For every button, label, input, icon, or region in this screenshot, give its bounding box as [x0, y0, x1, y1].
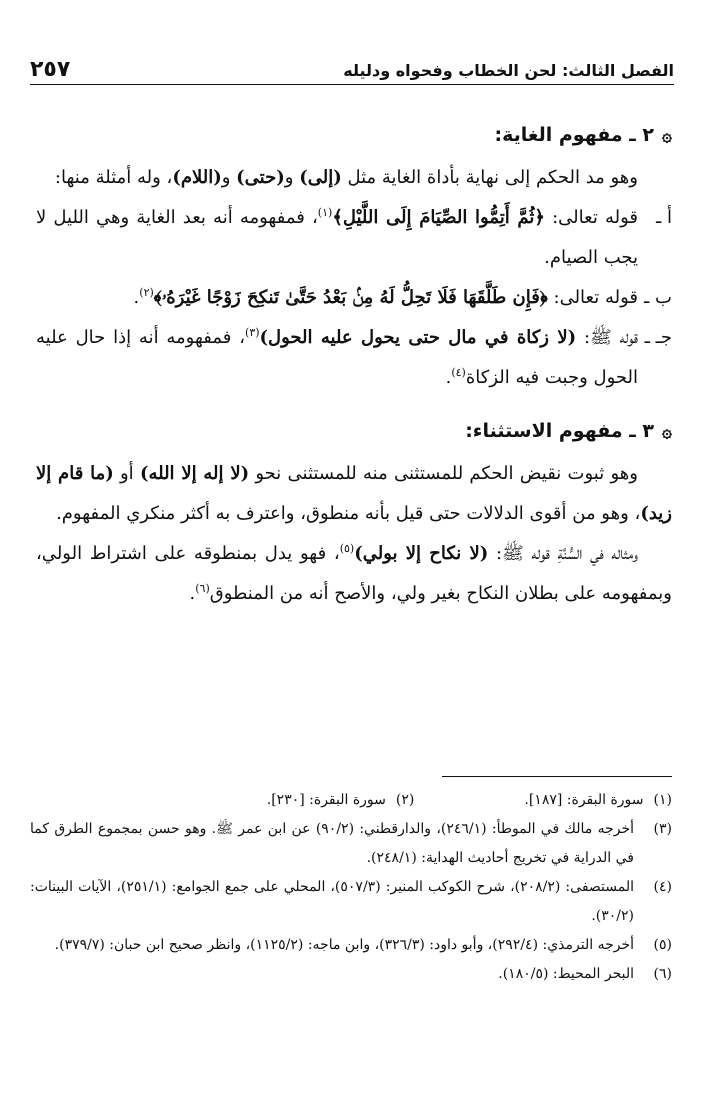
section-heading-exception	[36, 420, 672, 442]
section-heading-goal	[36, 124, 672, 146]
item-text: قوله تعالى: ﴿ثُمَّ أَتِمُّوا الصِّيَامَ إِلَى اللَّيْلِ﴾$^{(١)}$، فمفهومه أنه بعد الغاية وهي الليل لا يجب الصيام.	[36, 206, 638, 268]
footnote: (٦) البحر المحيط: (١٨٠/٥).	[498, 966, 672, 982]
footnote: (٣) أخرجه مالك في الموطأ: (٢٤٦/١)، والدارقطني: (٩٠/٢) عن ابن عمر ﷺ. وهو حسن بمجموع الطرق كما في الدراية في تخريج أحاديث الهداية: (٢٤٨/١).	[30, 821, 672, 866]
heading-text: ٢ ـ مفهوم الغاية:	[494, 124, 655, 146]
flower-ornament-icon: ۞	[662, 125, 672, 146]
paragraph: ومثاله في السُّنَّةِ قوله ﷺ: (لا نكاح إلا بولي)$^{(٥)}$، فهو يدل بمنطوقه على اشتراط الولي، وبمفهومه على بطلان النكاح بغير ولي، والأصح أنه من المنطوق$^{(٦)}$.	[36, 542, 672, 604]
list-item	[36, 278, 672, 318]
footnote: (٤) المستصفى: (٢٠٨/٢)، شرح الكوكب المنير: (٥٠٧/٣)، المحلي على جمع الجوامع: (٢٥١/١)، الآيات البينات: (٣٠/٢).	[30, 879, 672, 924]
item-label: جـ ـ	[644, 327, 672, 348]
chapter-title: الفصل الثالث: لحن الخطاب وفحواه ودليله	[335, 61, 674, 84]
footnote: (٥) أخرجه الترمذي: (٢٩٢/٤)، وأبو داود: (٣٢٦/٣)، وابن ماجه: (١١٢٥/٢)، وانظر صحيح ابن حبان: (٣٧٩/٧).	[54, 937, 672, 953]
item-text: قوله تعالى: ﴿فَإِن طَلَّقَهَا فَلَا تَحِلُّ لَهُ مِنۢ بَعْدُ حَتَّىٰ تَنكِحَ زَوْجًا غَيْرَهُۥ﴾$^{(٢)}$.	[133, 286, 638, 308]
item-label: ب ـ	[644, 287, 672, 308]
running-header	[30, 52, 674, 85]
section-intro: وهو مد الحكم إلى نهاية بأداة الغاية مثل (إلى) و(حتى) و(اللام)، وله أمثلة منها:	[54, 167, 638, 188]
flower-ornament-icon: ۞	[662, 421, 672, 442]
footnotes	[30, 786, 672, 989]
footnote-separator	[442, 776, 672, 777]
item-label: أ ـ	[656, 207, 672, 228]
main-text	[36, 124, 672, 614]
list-item	[36, 318, 672, 398]
footnote-row: (١) سورة البقرة: [١٨٧]. (٢) سورة البقرة: [٢٣٠].	[266, 792, 672, 808]
heading-text: ٣ ـ مفهوم الاستثناء:	[465, 420, 655, 442]
item-text: قوله ﷺ: (لا زكاة في مال حتى يحول عليه الحول)$^{(٣)}$، فمفهومه أنه إذا حال عليه الحول وجبت فيه الزكاة$^{(٤)}$.	[36, 326, 638, 388]
page-number: ٢٥٧	[30, 57, 78, 84]
paragraph: وهو ثبوت نقيض الحكم للمستثنى منه للمستثنى نحو (لا إله إلا الله) أو (ما قام إلا زيد)، وهو من أقوى الدلالات حتى قيل بأنه منطوق، واعترف به أكثر منكري المفهوم.	[36, 463, 672, 524]
list-item	[36, 198, 672, 278]
